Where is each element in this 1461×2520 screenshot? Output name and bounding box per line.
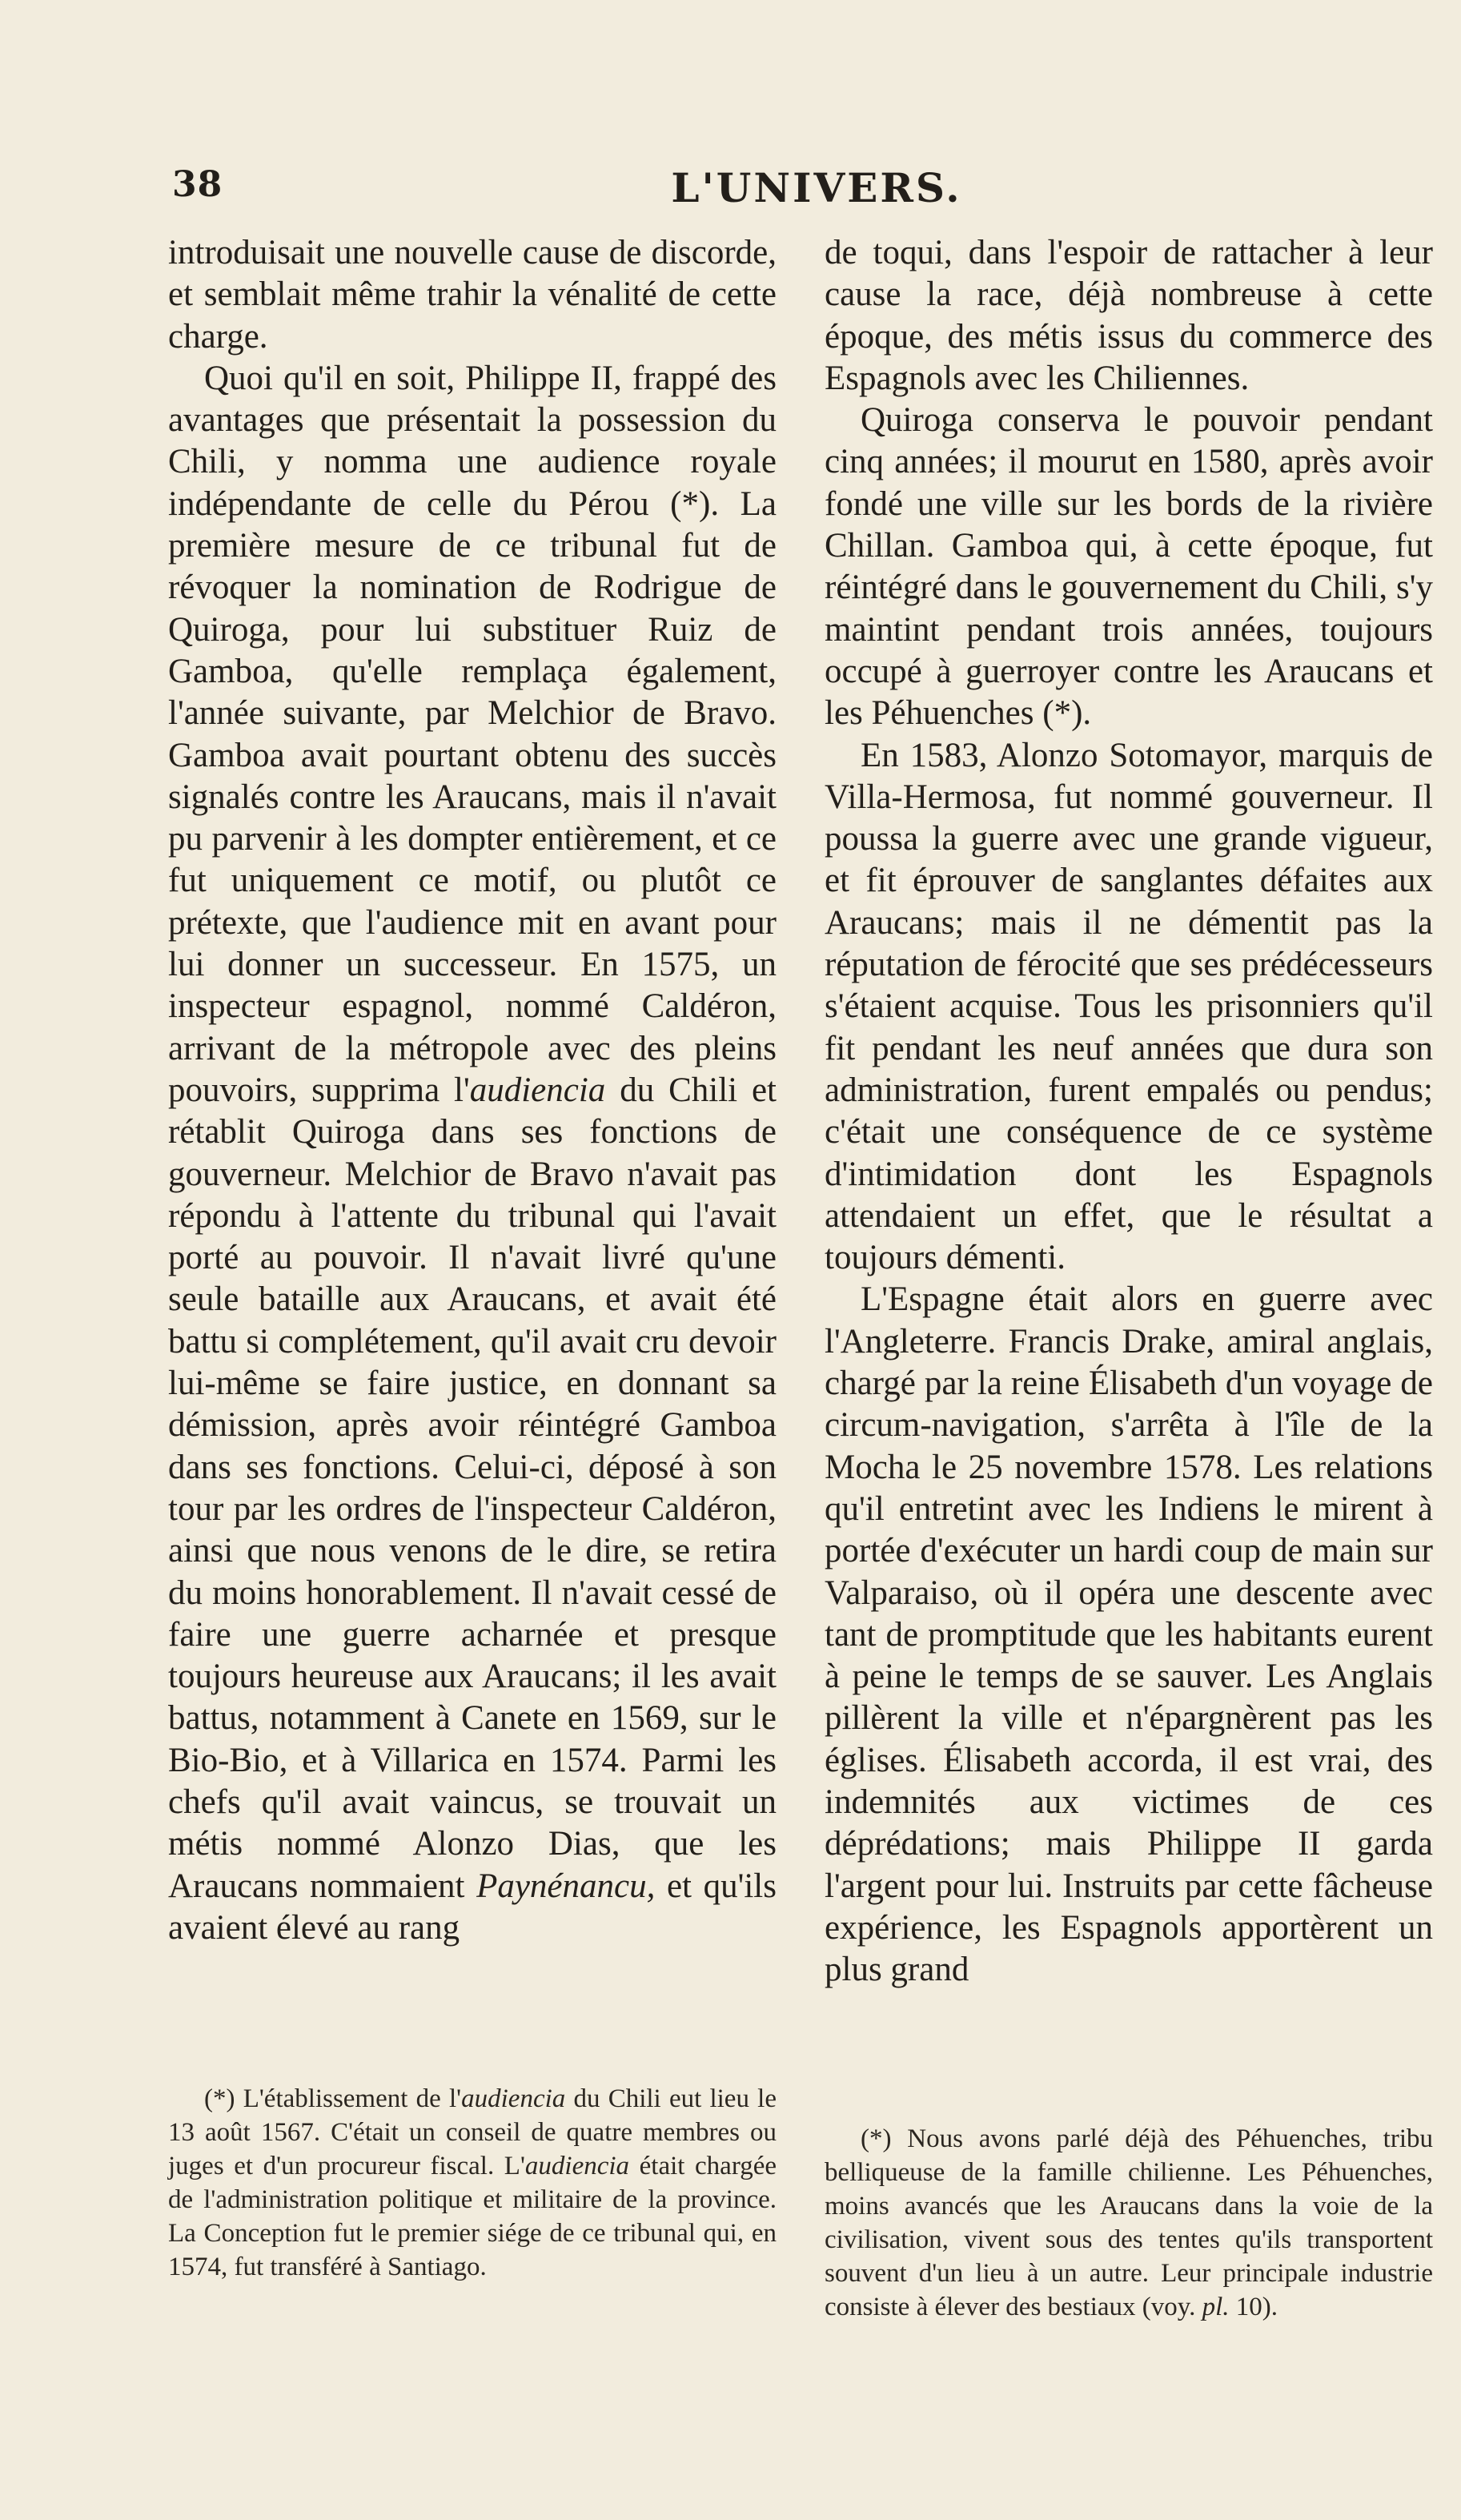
italic-term: pl. bbox=[1202, 2293, 1230, 2321]
text-run: (*) Nous avons parlé déjà des Péhuenches, tribu belliqueuse de la famille chilienne. Les Péhuenches, moins avancés que les Araucans dans la voie de la civilisation, vivent sous des tentes qu'ils transportent souvent d'un lieu à un autre. Leur principale industrie consiste à élever des bestiaux (voy. bbox=[825, 2124, 1433, 2321]
footnote-right bbox=[825, 2122, 1433, 2324]
text-run: 10). bbox=[1229, 2293, 1278, 2321]
left-column bbox=[168, 232, 777, 1949]
page-header bbox=[172, 164, 1437, 220]
paragraph: de toqui, dans l'espoir de rattacher à leur cause la race, déjà nombreuse à cette époque, des métis issus du commerce des Espagnols avec les Chiliennes. bbox=[825, 234, 1433, 397]
footnote-left bbox=[168, 2082, 777, 2284]
italic-term: audiencia bbox=[461, 2084, 566, 2113]
italic-term: Paynénancu, bbox=[476, 1867, 656, 1905]
paragraph: Quiroga conserva le pouvoir pendant cinq années; il mourut en 1580, après avoir fondé une ville sur les bords de la rivière Chillan. Gamboa qui, à cette époque, fut réintégré dans le gouvernement du Chili, s'y maintint pendant trois années, toujours occupé à guerroyer contre les Araucans et les Péhuenches (*). bbox=[825, 401, 1433, 733]
paragraph bbox=[168, 358, 777, 1949]
text-run: du Chili eut lieu le 13 août 1567. C'était un conseil de quatre membres ou juges et d'un procureur fiscal. L' bbox=[168, 2084, 777, 2180]
paragraph: En 1583, Alonzo Sotomayor, marquis de Villa-Hermosa, fut nommé gouverneur. Il poussa la guerre avec une grande vigueur, et fit éprouver de sanglantes défaites aux Araucans; mais il ne démentit pas la réputation de férocité que ses prédécesseurs s'étaient acquise. Tous les prisonniers qu'il fit pendant les neuf années que dura son administration, furent empalés ou pendus; c'était une conséquence de ce système d'intimidation dont les Espagnols attendaient un effet, que le résultat a toujours démenti. bbox=[825, 736, 1433, 1277]
italic-term: audiencia bbox=[524, 2152, 630, 2180]
text-run: et qu'ils avaient élevé au rang bbox=[168, 1867, 777, 1947]
footnote-text bbox=[825, 2122, 1433, 2324]
text-run: (*) L'établissement de l' bbox=[204, 2084, 462, 2113]
text-run: était chargée de l'administration politique et militaire de la province. La Conception fut le premier siége de ce tribunal qui, en 1574, fut transféré à Santiago. bbox=[168, 2152, 777, 2281]
page-number: 38 bbox=[172, 164, 223, 205]
running-title: L'UNIVERS. bbox=[671, 164, 962, 211]
right-column bbox=[825, 232, 1433, 1991]
paragraph: L'Espagne était alors en guerre avec l'Angleterre. Francis Drake, amiral anglais, chargé par la reine Élisabeth d'un voyage de circum-navigation, s'arrêta à l'île de la Mocha le 25 novembre 1578. Les relations qu'il entretint avec les Indiens le mirent à portée d'exécuter un hardi coup de main sur Valparaiso, où il opéra une descente avec tant de promptitude que les habitants eurent à peine le temps de se sauver. Les Anglais pillèrent la ville et n'épargnèrent pas les églises. Élisabeth accorda, il est vrai, des indemnités aux victimes de ces déprédations; mais Philippe II garda l'argent pour lui. Instruits par cette fâcheuse expérience, les Espagnols apportèrent un plus grand bbox=[825, 1280, 1433, 1989]
footnote-text bbox=[168, 2082, 777, 2284]
text-run: Quoi qu'il en soit, Philippe II, frappé des avantages que présentait la possession du Chili, y nomma une audience royale indépendante de celle du Pérou (*). La première mesure de ce tribunal fut de révoquer la nomination de Rodrigue de Quiroga, pour lui substituer Ruiz de Gamboa, qu'elle remplaça également, l'année suivante, par Melchior de Bravo. Gamboa avait pourtant obtenu des succès signalés contre les Araucans, mais il n'avait pu parvenir à les dompter entièrement, et ce fut uniquement ce motif, ou plutôt ce prétexte, que l'audience mit en avant pour lui donner un successeur. En 1575, un inspecteur espagnol, nommé Caldéron, arrivant de la métropole avec des pleins pouvoirs, supprima l' bbox=[168, 359, 777, 1109]
paragraph: introduisait une nouvelle cause de discorde, et semblait même trahir la vénalité de cette charge. bbox=[168, 234, 777, 356]
italic-term: audiencia bbox=[469, 1071, 606, 1109]
text-run: du Chili et rétablit Quiroga dans ses fonctions de gouverneur. Melchior de Bravo n'avait pas répondu à l'attente du tribunal qui l'avait porté au pouvoir. Il n'avait livré qu'une seule bataille aux Araucans, et avait été battu si complétement, qu'il avait cru devoir lui-même se faire justice, en donnant sa démission, après avoir réintégré Gamboa dans ses fonctions. Celui-ci, déposé à son tour par les ordres de l'inspecteur Caldéron, ainsi que nous venons de le dire, se retira du moins honorablement. Il n'avait cessé de faire une guerre acharnée et presque toujours heureuse aux Araucans; il les avait battus, notamment à Canete en 1569, sur le Bio-Bio, et à Villarica en 1574. Parmi les chefs qu'il avait vaincus, se trouvait un métis nommé Alonzo Dias, que les Araucans nommaient bbox=[168, 1071, 777, 1905]
